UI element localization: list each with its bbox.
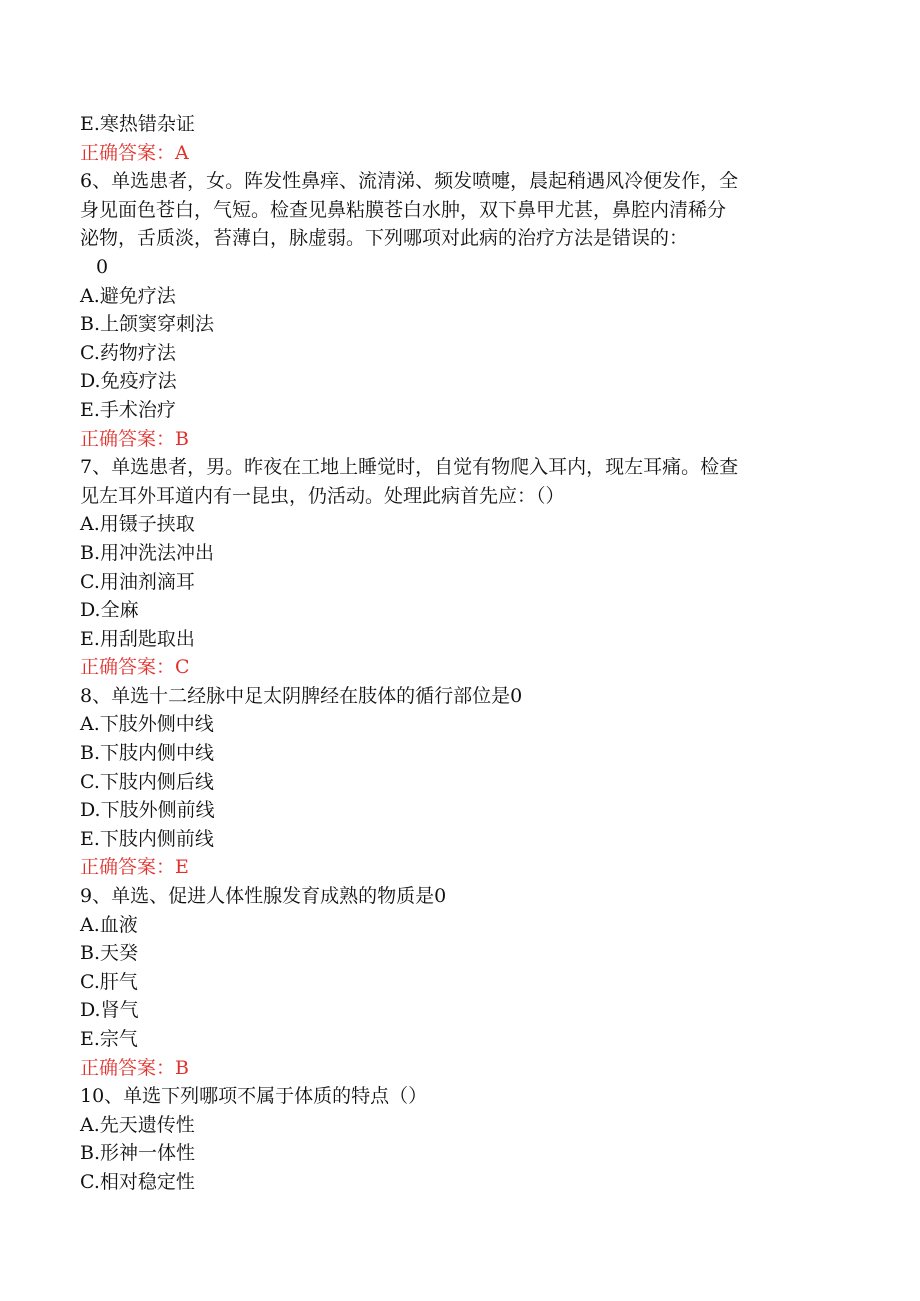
- question-text-line: 7、单选患者，男。昨夜在工地上睡觉时，自觉有物爬入耳内，现左耳痛。检查: [80, 456, 739, 479]
- option-item: C.肝气: [80, 970, 138, 993]
- option-item: A.下肢外侧中线: [80, 713, 214, 736]
- correct-answer-line: [80, 139, 840, 168]
- question-text-line: 9、单选、促进人体性腺发育成熟的物质是0: [80, 885, 447, 908]
- correct-answer-label: 正确答案：: [80, 1056, 176, 1079]
- question-text-line: 6、单选患者，女。阵发性鼻痒、流清涕、频发喷嚏，晨起稍遇风冷便发作，全: [80, 170, 739, 193]
- correct-answer-line: [80, 853, 840, 882]
- option-item: C.药物疗法: [80, 341, 176, 364]
- option-item: B.形神一体性: [80, 1142, 196, 1165]
- document-page: [80, 110, 840, 1197]
- option-item: B.下肢内侧中线: [80, 742, 215, 765]
- correct-answer-value: B: [175, 427, 189, 450]
- correct-answer-label: 正确答案：: [80, 427, 176, 450]
- option-item: A.血液: [80, 913, 138, 936]
- question-text-line: 泌物，舌质淡，苔薄白，脉虚弱。下列哪项对此病的治疗方法是错误的：: [80, 227, 689, 250]
- correct-answer-line: [80, 1054, 840, 1083]
- question-text-line: 8、单选十二经脉中足太阴脾经在肢体的循行部位是0: [80, 684, 523, 707]
- correct-answer-line: [80, 653, 840, 682]
- option-item: C.相对稳定性: [80, 1170, 195, 1193]
- correct-answer-value: C: [175, 656, 190, 679]
- correct-answer-value: B: [175, 1056, 189, 1079]
- question-text-line: 身见面色苍白，气短。检查见鼻粘膜苍白水肿，双下鼻甲尤甚，鼻腔内清稀分: [80, 198, 727, 221]
- option-item: D.免疫疗法: [80, 370, 177, 393]
- question-text-line: 见左耳外耳道内有一昆虫，仍活动。处理此病首先应：（）: [80, 484, 565, 507]
- correct-answer-value: A: [175, 141, 189, 164]
- option-item: D.肾气: [80, 999, 139, 1022]
- correct-answer-label: 正确答案：: [80, 656, 176, 679]
- question-text-line: 0: [96, 255, 109, 278]
- option-item: B.用冲洗法冲出: [80, 541, 215, 564]
- option-item: C.用油剂滴耳: [80, 570, 195, 593]
- option-item: B.天癸: [80, 942, 139, 965]
- option-item: A.避免疗法: [80, 284, 176, 307]
- option-item: E.用刮匙取出: [80, 627, 195, 650]
- option-item: E.寒热错杂证: [80, 113, 195, 135]
- option-item: A.先天遗传性: [80, 1113, 195, 1136]
- option-item: B.上颌窦穿刺法: [80, 313, 215, 336]
- question-text-line: 10、单选下列哪项不属于体质的特点（）: [80, 1085, 428, 1108]
- option-item: E.下肢内侧前线: [80, 827, 214, 850]
- option-item: D.全麻: [80, 599, 139, 622]
- correct-answer-label: 正确答案：: [80, 856, 176, 879]
- correct-answer-label: 正确答案：: [80, 141, 176, 164]
- option-item: A.用镊子挟取: [80, 513, 195, 536]
- option-item: C.下肢内侧后线: [80, 770, 214, 793]
- correct-answer-value: E: [175, 856, 189, 879]
- option-item: E.手术治疗: [80, 398, 176, 421]
- option-item: D.下肢外侧前线: [80, 799, 215, 822]
- option-item: E.宗气: [80, 1028, 138, 1050]
- correct-answer-line: [80, 425, 840, 454]
